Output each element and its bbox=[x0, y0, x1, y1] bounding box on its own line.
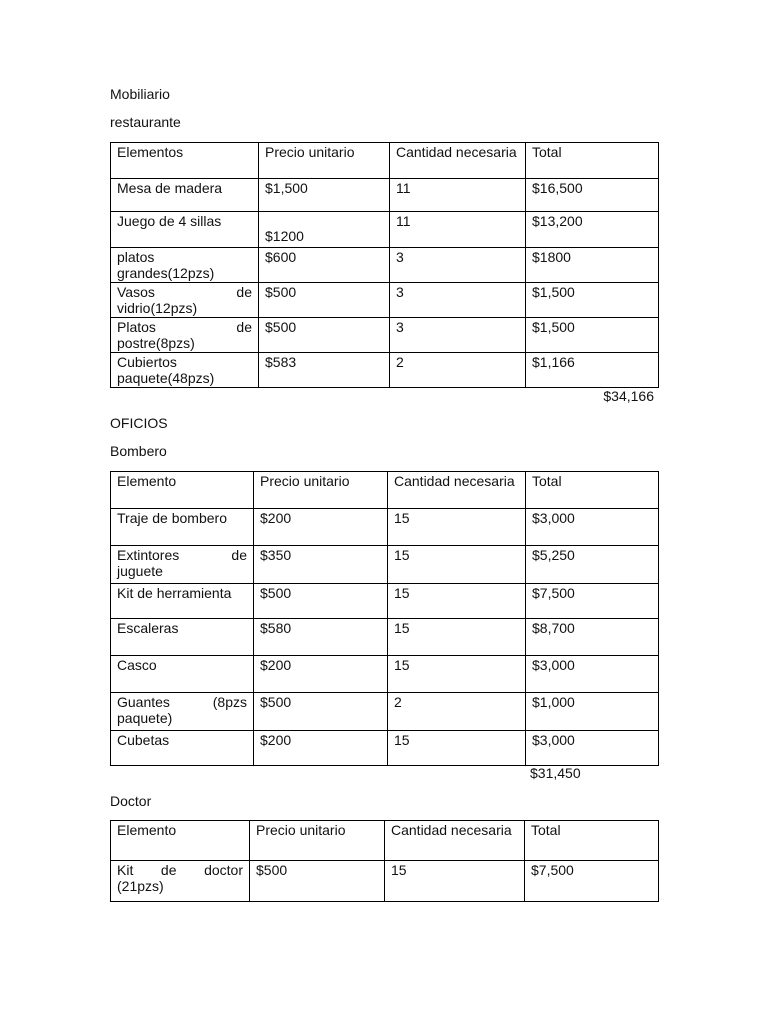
item-cell: Casco bbox=[111, 656, 254, 693]
price-cell: $200 bbox=[254, 656, 388, 693]
firefighter-table bbox=[110, 471, 659, 766]
price-cell: $600 bbox=[259, 248, 390, 283]
total-cell: $1,000 bbox=[526, 693, 659, 731]
item-cell: Vasos de vidrio(12pzs) bbox=[111, 283, 259, 318]
price-cell: $200 bbox=[254, 731, 388, 766]
total-cell: $1,500 bbox=[526, 283, 659, 318]
item-cell: Platos de postre(8pzs) bbox=[111, 318, 259, 353]
total-cell: $3,000 bbox=[526, 656, 659, 693]
total-cell: $1,500 bbox=[526, 318, 659, 353]
item-cell: Traje de bombero bbox=[111, 509, 254, 546]
table-row bbox=[111, 546, 659, 584]
doctor-table bbox=[110, 820, 659, 902]
header-cell: Elemento bbox=[111, 821, 250, 861]
item-cell: Cubiertos paquete(48pzs) bbox=[111, 353, 259, 388]
header-cell: Total bbox=[525, 821, 659, 861]
table-row bbox=[111, 731, 659, 766]
total-cell: $3,000 bbox=[526, 731, 659, 766]
quantity-cell: 15 bbox=[388, 546, 526, 584]
total-cell: $1,166 bbox=[526, 353, 659, 388]
quantity-cell: 3 bbox=[390, 248, 526, 283]
quantity-cell: 2 bbox=[390, 353, 526, 388]
table-row bbox=[111, 693, 659, 731]
table-row bbox=[111, 318, 659, 353]
total-cell: $5,250 bbox=[526, 546, 659, 584]
table-header-row bbox=[111, 821, 659, 861]
price-cell: $500 bbox=[254, 584, 388, 619]
item-cell: Escaleras bbox=[111, 619, 254, 656]
quantity-cell: 2 bbox=[388, 693, 526, 731]
total-cell: $16,500 bbox=[526, 179, 659, 212]
quantity-cell: 15 bbox=[388, 584, 526, 619]
header-cell: Total bbox=[526, 143, 659, 179]
total-cell: $13,200 bbox=[526, 212, 659, 248]
table-row bbox=[111, 283, 659, 318]
header-cell: Elementos bbox=[111, 143, 259, 179]
header-cell: Cantidad necesaria bbox=[385, 821, 525, 861]
header-cell: Precio unitario bbox=[254, 472, 388, 509]
section-subtitle-bombero: Bombero bbox=[110, 443, 167, 459]
quantity-cell: 11 bbox=[390, 179, 526, 212]
header-cell: Precio unitario bbox=[259, 143, 390, 179]
price-cell: $500 bbox=[254, 693, 388, 731]
item-cell: platos grandes(12pzs) bbox=[111, 248, 259, 283]
header-cell: Cantidad necesaria bbox=[388, 472, 526, 509]
table-row bbox=[111, 212, 659, 248]
table-row bbox=[111, 353, 659, 388]
quantity-cell: 15 bbox=[388, 509, 526, 546]
firefighter-grand-total: $31,450 bbox=[530, 765, 581, 781]
item-cell: Extintores de juguete bbox=[111, 546, 254, 584]
total-cell: $1800 bbox=[526, 248, 659, 283]
item-cell: Kit de doctor (21pzs) bbox=[111, 861, 250, 902]
item-cell: Kit de herramienta bbox=[111, 584, 254, 619]
quantity-cell: 15 bbox=[388, 731, 526, 766]
section-title-oficios: OFICIOS bbox=[110, 415, 168, 431]
price-cell: $583 bbox=[259, 353, 390, 388]
total-cell: $7,500 bbox=[526, 584, 659, 619]
total-cell: $7,500 bbox=[525, 861, 659, 902]
table-row bbox=[111, 656, 659, 693]
item-cell: Juego de 4 sillas bbox=[111, 212, 259, 248]
price-cell: $200 bbox=[254, 509, 388, 546]
restaurant-furniture-table bbox=[110, 142, 659, 388]
table-row bbox=[111, 248, 659, 283]
quantity-cell: 3 bbox=[390, 283, 526, 318]
restaurant-grand-total: $34,166 bbox=[603, 388, 654, 404]
item-cell: Guantes (8pzs paquete) bbox=[111, 693, 254, 731]
price-cell: $500 bbox=[250, 861, 385, 902]
header-cell: Precio unitario bbox=[250, 821, 385, 861]
price-cell: $1200 bbox=[259, 212, 390, 248]
price-cell: $1,500 bbox=[259, 179, 390, 212]
price-cell: $350 bbox=[254, 546, 388, 584]
price-cell: $500 bbox=[259, 283, 390, 318]
table-header-row bbox=[111, 143, 659, 179]
header-cell: Elemento bbox=[111, 472, 254, 509]
table-row bbox=[111, 584, 659, 619]
table-row bbox=[111, 509, 659, 546]
header-cell: Cantidad necesaria bbox=[390, 143, 526, 179]
item-cell: Mesa de madera bbox=[111, 179, 259, 212]
table-row bbox=[111, 619, 659, 656]
table-row bbox=[111, 179, 659, 212]
table-header-row bbox=[111, 472, 659, 509]
price-cell: $580 bbox=[254, 619, 388, 656]
header-cell: Total bbox=[526, 472, 659, 509]
quantity-cell: 15 bbox=[388, 619, 526, 656]
total-cell: $8,700 bbox=[526, 619, 659, 656]
section-title-doctor: Doctor bbox=[110, 793, 152, 809]
table-row bbox=[111, 861, 659, 902]
item-cell: Cubetas bbox=[111, 731, 254, 766]
total-cell: $3,000 bbox=[526, 509, 659, 546]
price-cell: $500 bbox=[259, 318, 390, 353]
section-title-mobiliario: Mobiliario bbox=[110, 86, 170, 102]
quantity-cell: 15 bbox=[385, 861, 525, 902]
quantity-cell: 15 bbox=[388, 656, 526, 693]
section-subtitle-restaurante: restaurante bbox=[110, 114, 181, 130]
quantity-cell: 3 bbox=[390, 318, 526, 353]
quantity-cell: 11 bbox=[390, 212, 526, 248]
